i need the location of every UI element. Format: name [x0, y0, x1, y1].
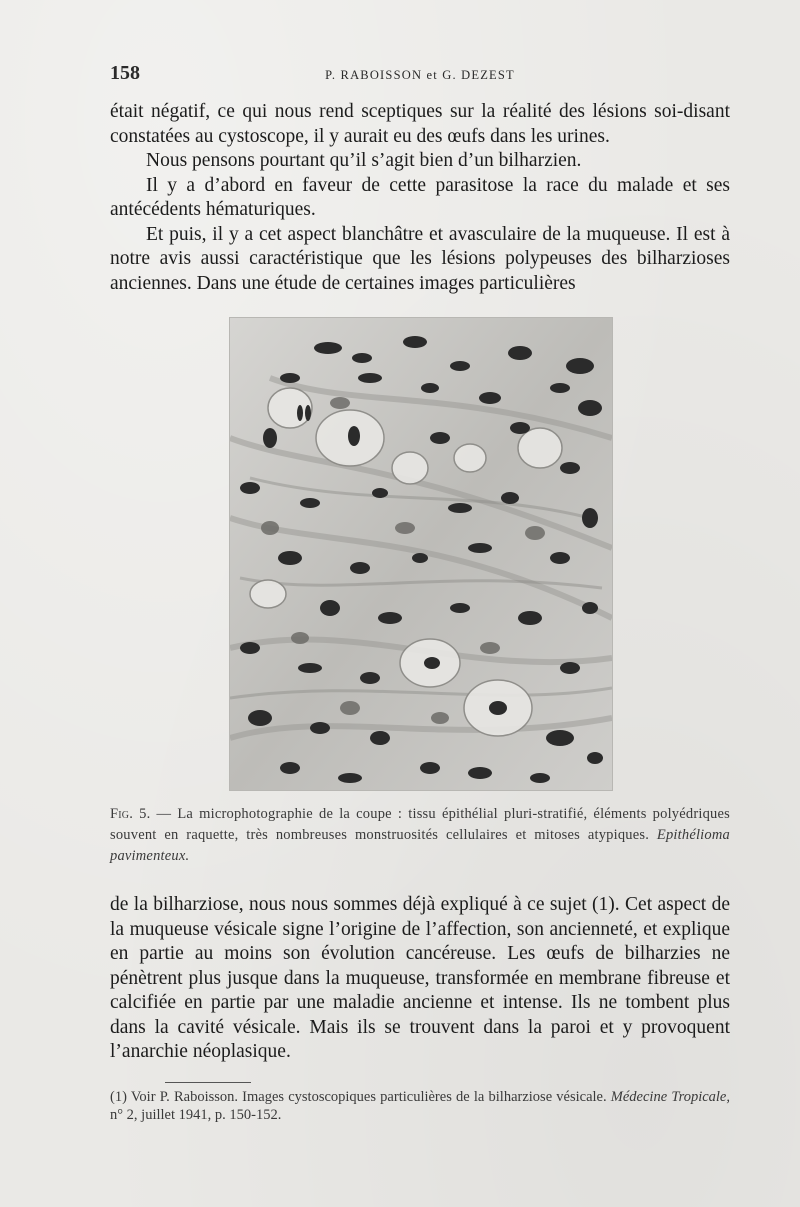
figure-label: Fig. 5.	[110, 806, 151, 822]
body-text-bottom	[110, 893, 730, 1065]
running-head-author2: G. DEZEST	[442, 68, 515, 82]
figure-caption-text: — La microphotographie de la coupe : tissu épithélial pluri-stratifié, éléments polyédriques souvent en raquette, très nombreuses monstruosités cellulaires et mitoses atypiques.	[110, 806, 730, 843]
paragraph-1: était négatif, ce qui nous rend sceptiques sur la réalité des lésions soi-disant constatées au cystoscope, il y aurait eu des œufs dans les urines.	[110, 101, 730, 147]
body-text-top	[110, 100, 730, 296]
page-number: 158	[110, 62, 140, 84]
figure-caption	[110, 804, 730, 867]
paragraph-5: de la bilharziose, nous nous sommes déjà expliqué à ce sujet (1). Cet aspect de la muqueuse vésicale signe l’origine de l’affection, son ancienneté, et explique en partie au moins son évolution cancéreuse. Les œufs de bilharzies ne pénètrent plus jusque dans la muqueuse, transformée en membrane fibreuse et calcifiée en partie par une maladie ancienne et intense. Ils ne tombent plus dans la cavité vésicale. Mais ils se trouvent dans la paroi et y provoquent l’anarchie néoplasique.	[110, 894, 730, 1062]
footnote-journal: Médecine Tropicale,	[610, 1089, 730, 1105]
paragraph-2: Nous pensons pourtant qu’il s’agit bien d’un bilharzien.	[146, 150, 582, 171]
figure-caption-italic: Epithélioma pavimenteux.	[110, 827, 730, 864]
paragraph-3: Il y a d’abord en faveur de cette parasitose la race du malade et ses antécédents hématuriques.	[110, 174, 730, 220]
micrograph-image	[230, 318, 612, 790]
running-head	[110, 68, 730, 83]
micrograph-figure	[230, 318, 612, 790]
footnote-text-end: n° 2, juillet 1941, p. 150-152.	[110, 1107, 282, 1123]
running-head-conj: et	[426, 68, 438, 82]
paragraph-4: Et puis, il y a cet aspect blanchâtre et avasculaire de la muqueuse. Il est à notre avis aussi caractéristique que les lésions polypeuses des bilharzioses anciennes. Dans une étude de certaines images particulières	[110, 223, 730, 294]
footnote-rule	[165, 1082, 251, 1083]
page-header	[110, 62, 730, 86]
footnote-text-start: (1) Voir P. Raboisson. Images cystoscopiques particulières de la bilharziose vésicale.	[110, 1089, 611, 1105]
footnote	[110, 1088, 730, 1124]
running-head-author1: P. RABOISSON	[325, 68, 423, 82]
